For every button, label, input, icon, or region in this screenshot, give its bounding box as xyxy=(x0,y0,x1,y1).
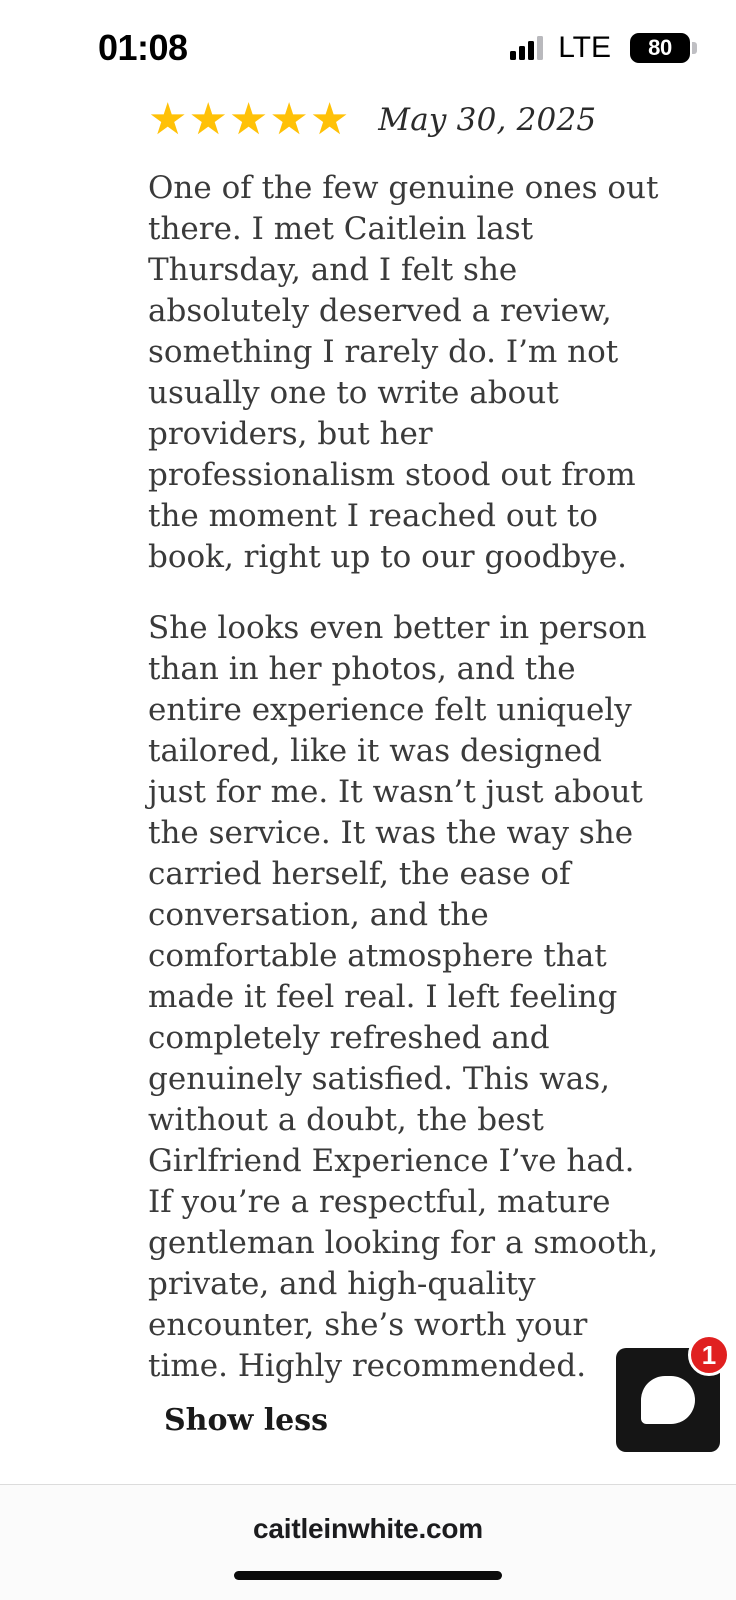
review-paragraph: She looks even better in person than in her photos, and the entire experience felt uniquely tailored, like it was designed just for me. It wasn’t just about the service. It was the way she carried herself, the ease of conversation, and the comfortable atmosphere that made it feel real. I left feeling completely refreshed and genuinely satisfied. This was, without a doubt, the best Girlfriend Experience I’ve had. If you’re a respectful, mature gentleman looking for a smooth, private, and high-quality encounter, she’s worth your time. Highly recommended. xyxy=(148,610,659,1384)
star-icon: ★ xyxy=(228,95,268,144)
browser-domain-label[interactable]: caitleinwhite.com xyxy=(253,1513,483,1544)
review-header xyxy=(40,95,696,144)
network-type-label: LTE xyxy=(558,31,611,64)
battery-icon xyxy=(630,33,690,63)
star-icon: ★ xyxy=(309,95,349,144)
star-icon: ★ xyxy=(269,95,308,144)
browser-bottom-bar xyxy=(0,1484,736,1600)
status-time: 01:08 xyxy=(98,27,188,68)
star-rating xyxy=(148,95,349,144)
chat-widget-button[interactable] xyxy=(616,1339,720,1452)
status-bar xyxy=(0,0,736,96)
review-paragraph: One of the few genuine ones out there. I met Caitlein last Thursday, and I felt she absolutely deserved a review, something I rarely do. I’m not usually one to write about providers, but her professionalism stood out from the moment I reached out to book, right up to our goodbye. xyxy=(148,170,659,575)
status-indicators xyxy=(510,31,690,65)
battery-cap xyxy=(692,42,697,54)
review-date: May 30, 2025 xyxy=(378,102,597,138)
star-icon: ★ xyxy=(188,95,227,144)
star-icon: ★ xyxy=(148,95,187,144)
chat-unread-badge: 1 xyxy=(688,1334,730,1376)
show-less-button[interactable]: Show less xyxy=(164,1403,329,1438)
review-text xyxy=(40,168,696,1387)
chat-bubble-icon xyxy=(641,1376,695,1424)
battery-percent-label: 80 xyxy=(648,35,672,60)
cellular-signal-icon xyxy=(510,36,543,60)
review-card xyxy=(0,96,736,1518)
home-indicator[interactable] xyxy=(234,1571,502,1580)
